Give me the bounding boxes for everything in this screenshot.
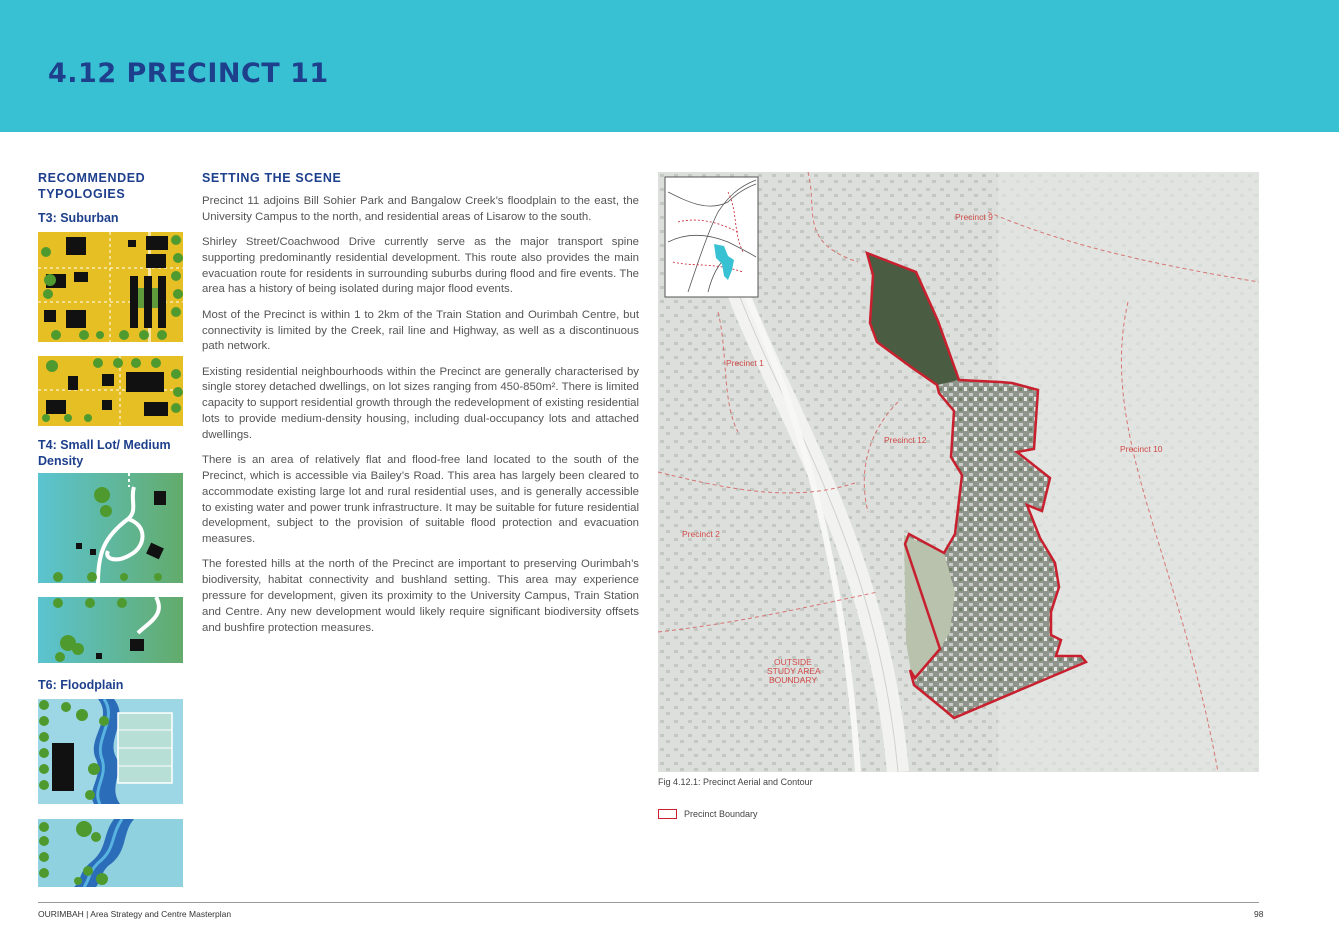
scene-paragraph: The forested hills at the north of the Precinct are important to preserving Ourimbah’s biodiversity, habitat connectivity and bushland setting. This area may experience pressure for development, given its proximity to the University Campus, Train Station and Centre. Any new development would likely require significant biodiversity offsets and bushfire protection measures.: [202, 558, 639, 634]
page-title: 4.12 PRECINCT 11: [48, 58, 329, 89]
figure-caption: Fig 4.12.1: Precinct Aerial and Contour: [658, 777, 813, 787]
locator-inset-map: [665, 177, 758, 297]
map-label-precinct-10: Precinct 10: [1120, 444, 1163, 454]
typologies-heading: RECOMMENDED TYPOLOGIES: [38, 171, 146, 201]
t3-suburban-diagram-1: [38, 232, 183, 342]
precinct-boundary-swatch: [658, 809, 677, 819]
scene-body: [202, 194, 639, 646]
precinct-aerial-map: [658, 172, 1259, 772]
footer-document-title: OURIMBAH | Area Strategy and Centre Masterplan: [38, 909, 232, 919]
footer-divider: [38, 902, 1259, 903]
map-label-precinct-1: Precinct 1: [726, 358, 764, 368]
t3-suburban-diagram-2: [38, 356, 183, 426]
t4-medium-density-diagram-2: [38, 597, 183, 663]
t6-floodplain-diagram-2: [38, 819, 183, 887]
map-label-precinct-2: Precinct 2: [682, 529, 720, 539]
map-label-outside-2: STUDY AREA: [767, 666, 821, 676]
legend-label: Precinct Boundary: [684, 809, 758, 819]
scene-paragraph: Precinct 11 adjoins Bill Sohier Park and Bangalow Creek’s floodplain to the east, the University Campus to the north, and residential areas of Lisarow to the south.: [202, 195, 639, 223]
map-label-outside-1: OUTSIDE: [774, 657, 812, 667]
t4-medium-density-diagram-1: [38, 473, 183, 583]
scene-paragraph: There is an area of relatively flat and flood-free land located to the south of the Precinct, which is accessible via Bailey’s Road. This area has largely been cleared to accommodate existing large lot and rural residential uses, and is generally accessible to existing water and power trunk infrastructure. It may be suitable for future residential development, subject to the provision of suitable flood protection and evacuation measures.: [202, 454, 639, 546]
scene-paragraph: Existing residential neighbourhoods within the Precinct are generally characterised by single storey detached dwellings, on lot sizes ranging from 450-850m². There is limited capacity to support residential growth through the redevelopment of existing residential lots to provide medium-density housing, including dual-occupancy lots and attached dwellings.: [202, 365, 639, 441]
t6-floodplain-diagram-1: [38, 699, 183, 804]
typology-label-t4: T4: Small Lot/ Medium Density: [38, 438, 171, 468]
typology-label-t3: T3: Suburban: [38, 211, 119, 225]
map-label-precinct-9: Precinct 9: [955, 212, 993, 222]
scene-paragraph: Shirley Street/Coachwood Drive currently serve as the major transport spine supporting predominantly residential development. This route also provides the main evacuation route for residents in surrounding suburbs during flood and fire events. The area has a history of being isolated during major flood events.: [202, 236, 639, 296]
page-number: 98: [1254, 909, 1264, 919]
map-legend: [658, 809, 758, 819]
scene-heading: SETTING THE SCENE: [202, 171, 342, 185]
map-label-precinct-12: Precinct 12: [884, 435, 927, 445]
map-label-outside-3: BOUNDARY: [769, 675, 818, 685]
scene-paragraph: Most of the Precinct is within 1 to 2km of the Train Station and Ourimbah Centre, but connectivity is limited by the Creek, rail line and Highway, as well as a discontinuous path network.: [202, 308, 639, 353]
typology-label-t6: T6: Floodplain: [38, 678, 124, 692]
